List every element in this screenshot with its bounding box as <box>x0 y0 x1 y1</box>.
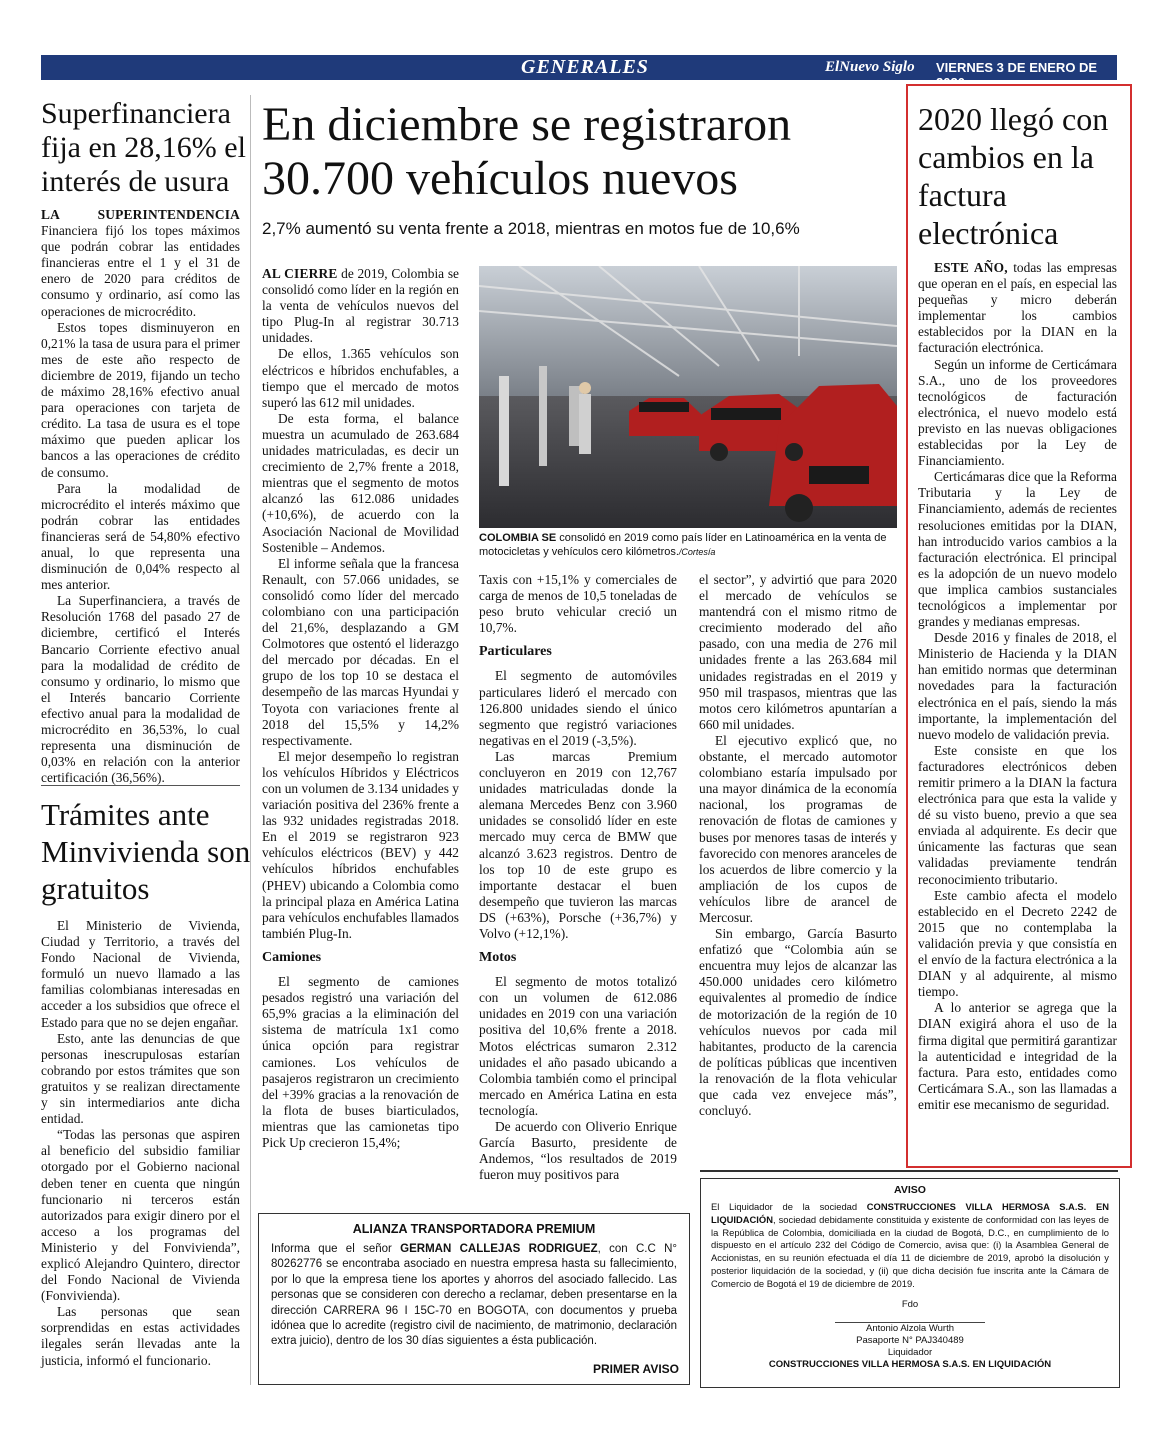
minvivienda-paragraph: Las personas que sean sorprendidas en estas actividades ilegales serán llevadas ante la justicia, informó el funcionario. <box>41 1304 240 1368</box>
main-paragraph: De ellos, 1.365 vehículos son eléctricos e híbridos enchufables, a tiempo que el mercado de motos superó las 612 mil unidades. <box>262 346 459 410</box>
factura-lead: ESTE AÑO, <box>934 260 1008 275</box>
column-divider <box>250 95 251 1385</box>
main-paragraph: El segmento de camiones pesados registró una variación del 65,9% gracias a la eliminación del sistema de matrícula 1x1 como única opción para registrar camiones. Los vehículos de pasajeros registraron un crecimiento del +39% gracias a la renovación de la flota de buses biarticulados, mientras que las camionetas tipo Pick Up crecieron 15,4%; <box>262 974 459 1150</box>
caption-lead: COLOMBIA SE <box>479 532 557 544</box>
main-paragraph: de 2019, Colombia se consolidó como líder en la región en la venta de vehículos nuevos del tipo Plug-In al registrar 30.713 unidades. <box>262 266 459 346</box>
aviso-ad-text: , sociedad debidamente constituida y existente de conformidad con las leyes de la República de Colombia, domiciliada en la ciudad de Bogotá, D.C., en cumplimiento de lo dispuesto en el artículo 232 del Código de Comercio, avisa que: (i) la Asamblea General de Accionistas, en su reunión efectuada el día 11 de diciembre de 2019, aprobó la disolución y posterior liquidación de la sociedad, y (ii) que dicha decisión fue inscrita ante la Cámara de Comercio de Bogotá el 19 de diciembre de 2019. <box>711 1213 1109 1289</box>
main-paragraph: El segmento de automóviles particulares lideró el mercado con 126.800 unidades siendo el único segmento que registró variaciones negativas en el 2019 (-3,5%). <box>479 668 677 748</box>
main-paragraph: Las marcas Premium concluyeron en 2019 con 12,767 unidades matriculadas donde la alemana Mercedes Benz con 3.960 unidades se consolidó líder en este mercado muy cerca de BMW que alcanzó 3.623 registros. Dentro de los top 10 de este grupo es importante destacar el buen desempeño que tuvieron las marcas DS (+63%), Porsche (+36,7%) y Volvo (+12,1%). <box>479 748 677 941</box>
header-bar <box>41 55 1155 90</box>
factura-paragraph: Según un informe de Certicámara S.A., uno de los proveedores tecnológicos de facturación electrónica, el nuevo modelo está previsto en las nuevas obligaciones establecidas por la Ley de Financiamiento. <box>918 356 1117 469</box>
aviso-ad-text: El Liquidador de la sociedad <box>711 1201 867 1212</box>
page-number: 19A <box>1118 56 1155 78</box>
minvivienda-paragraph: El Ministerio de Vivienda, Ciudad y Territorio, a través del Fondo Nacional de Vivienda, formuló un nuevo llamado a las familias colombianas interesadas en acceder a los subsidios que ofrece el Estado para que no se dejen engañar. <box>41 918 240 1030</box>
superfinanciera-lead: LA SUPERINTENDENCIA <box>41 207 240 222</box>
superfinanciera-paragraph: La Superfinanciera, a través de Resolución 1768 del pasado 27 de diciembre, certificó el Interés Bancario Corriente efectivo anual para la modalidad de crédito de consumo y ordinario, lo mismo que el Interés bancario Corriente efectivo anual para la modalidad de microcrédito en 36,53%, lo cual representa una disminución de 0,03% en relación con la anterior certificación (36,56%). <box>41 593 240 786</box>
main-paragraph: El ejecutivo explicó que, no obstante, el mercado automotor colombiano estaría impulsado por una mayor dinámica de la economía nacional, los programas de renovación de flotas de camiones y buses por menores tasas de interés y favorecido con menores aranceles de los acuerdos de libre comercio y la ampliación de los cupos de vehículos libre de arancel de Mercosur. <box>699 732 897 925</box>
section-divider <box>700 1170 1118 1172</box>
factura-article-body <box>918 260 1117 1113</box>
alianza-ad-name: GERMAN CALLEJAS RODRIGUEZ <box>400 1243 598 1255</box>
caption-text: consolidó en 2019 como país líder en Latinoamérica en la venta de motocicletas y vehículos cero kilómetros. <box>479 532 887 558</box>
aviso-company-footer: CONSTRUCCIONES VILLA HERMOSA S.A.S. EN LIQUIDACIÓN <box>768 1359 1052 1370</box>
superfinanciera-paragraph: Financiera fijó los topes máximos que podrán cobrar las entidades financieras entre el 1 y el 31 de enero de 2020 para créditos de consumo y ordinario, así como las operaciones de microcrédito. <box>41 223 240 319</box>
minvivienda-paragraph: “Todas las personas que aspiren al beneficio del subsidio familiar otorgado por el Gobierno nacional deben tener en cuenta que ningún funcionario ni terceros están autorizados para exigir dinero por el acceso a los programas del Ministerio y del Fonvivienda”, explicó Alejandro Quintero, director del Fondo Nacional de Vivienda (Fonvivienda). <box>41 1127 240 1304</box>
superfinanciera-paragraph: Para la modalidad de microcrédito el interés máximo que podrán cobrar las entidades financieras será de 54,80% efectivo anual, lo que representa una disminución de 0,04% respecto al mes anterior. <box>41 480 240 593</box>
factura-headline: 2020 llegó con cambios en la factura electrónica <box>918 101 1109 251</box>
main-paragraph: De acuerdo con Oliverio Enrique García Basurto, presidente de Andemos, “los resultados de 2019 fueron muy positivos para <box>479 1119 677 1183</box>
aviso-ad-title: AVISO <box>894 1184 926 1196</box>
alianza-transportadora-ad <box>258 1213 690 1385</box>
particulares-subheading: Particulares <box>479 644 552 660</box>
motos-subheading: Motos <box>479 950 517 966</box>
publication-date: VIERNES 3 DE ENERO DE 2020 <box>936 60 1098 90</box>
factura-paragraph: Este cambio afecta el modelo establecido en el Decreto 2242 de 2015 que no contemplaba la validación previa y que consistía en el envío de la factura electrónica a la DIAN y al adquirente, al mismo tiempo. <box>918 887 1117 1000</box>
superfinanciera-article-body <box>41 207 240 786</box>
main-paragraph: El informe señala que la francesa Renault, con 57.066 unidades, se consolidó como líder del mercado colombiano con una participación del 21,6%, desplazando a GM Colmotores que ostentó el liderazgo del mercado por décadas. En el grupo de los top 10 se destaca el desempeño de las marcas Hyundai y Toyota con variaciones frente al 2018 del 15,5% y 14,2% respectivamente. <box>262 555 459 748</box>
photo-caption <box>479 531 899 559</box>
main-subtitle: 2,7% aumentó su venta frente a 2018, mientras en motos fue de 10,6% <box>262 219 800 238</box>
alianza-ad-text: , con C.C N° 80262776 se encontraba asociado en nuestra empresa hasta su fallecimiento, por lo que la empresa tiene los aportes y ahorros del asociado fallecido. Las personas que se consideren con derecho a reclamar, deben presentarse en la dirección CARRERA 96 I 15C-70 en BOGOTA, con documentos y prueba idónea que lo acredite (registro civil de nacimiento, de matrimonio, declaración extra juicio), dentro de los 30 días siguientes a ésta publicación. <box>271 1243 678 1348</box>
alianza-ad-body <box>271 1242 677 1350</box>
main-headline: En diciembre se registraron 30.700 vehículos nuevos <box>262 98 792 205</box>
main-article-column-4 <box>699 572 897 1119</box>
alianza-ad-text: Informa que el señor <box>271 1243 401 1255</box>
aviso-signer-passport: Pasaporte N° PAJ340489 <box>856 1335 964 1346</box>
main-paragraph: Sin embargo, García Basurto enfatizó que “Colombia aún se encuentra muy lejos de alcanzar las 450.000 unidades cero kilómetro equivalentes al promedio de índice de motorización de la región de 10 vehículos nuevos por cada mil habitantes, producto de la carencia de políticas públicas que incentiven la renovación de la flota vehicular que cada vez envejece más”, concluyó. <box>699 926 897 1119</box>
minvivienda-headline: Trámites ante Minvivienda son gratuitos <box>41 797 251 906</box>
aviso-signature-prefix: Fdo <box>901 1299 919 1310</box>
main-paragraph: el sector”, y advirtió que para 2020 el mercado de vehículos se mantendrá con el mismo ritmo de crecimiento moderado del año pasado, con una media de 276 mil unidades frente a las 263.684 mil unidades registradas en el 2019 y 950 mil traspasos, mientras que las motos cero kilómetros apuntarían a 660 mil unidades. <box>699 572 897 732</box>
alianza-ad-footer: PRIMER AVISO <box>592 1362 679 1376</box>
factory-photo <box>479 266 897 528</box>
minvivienda-article-body <box>41 918 240 1369</box>
caption-credit: /Cortesía <box>678 547 716 557</box>
superfinanciera-headline: Superfinanciera fija en 28,16% el interés de usura <box>41 97 246 198</box>
factura-electronica-box <box>906 84 1132 1168</box>
factura-paragraph: Desde 2016 y finales de 2018, el Ministerio de Hacienda y la DIAN han emitido normas que determinan novedades para la facturación electrónica en el país, siendo la más importante, la implementación del nuevo modelo de validación previa. <box>918 630 1117 742</box>
camiones-subheading: Camiones <box>262 949 322 965</box>
factura-paragraph: A lo anterior se agrega que la DIAN exigirá ahora el uso de la firma digital que permitirá garantizar la autenticidad e integridad de la factura. Para esto, entidades como Certicámara S.A., son las llamadas a emitir ese mecanismo de seguridad. <box>918 1000 1117 1112</box>
factura-paragraph: Certicámaras dice que la Reforma Tributaria y la Ley de Financiamiento, además de recientes resoluciones emitidas por la DIAN, han introducido varios cambios a la facturación electrónica. El principal es la adopción de un nuevo modelo que implica cambios sustanciales tecnológicos a implementar por grandes y medianas empresas. <box>918 469 1117 630</box>
aviso-signer-block <box>701 1323 1119 1371</box>
section-label: GENERALES <box>521 56 649 78</box>
publication-name: ElNuevo Siglo <box>825 59 915 75</box>
alianza-ad-title: ALIANZA TRANSPORTADORA PREMIUM <box>352 1222 596 1236</box>
main-article-column-3 <box>479 572 677 1183</box>
main-paragraph: El mejor desempeño lo registran los vehículos Híbridos y Eléctricos con un volumen de 3.134 unidades y variación positiva del 236% frente a las 932 unidades registradas 2018. En el 2019 se registraron 923 vehículos eléctricos (BEV) y 442 vehículos híbridos enchufables (PHEV) ubicando a Colombia como la principal plaza en América Latina para vehículos enchufables llamados también Plug-In. <box>262 748 459 941</box>
superfinanciera-paragraph: Estos topes disminuyeron en 0,21% la tasa de usura para el primer mes de este año respecto de diciembre de 2019, fijando un techo de máximo 28,16% efectivo anual para operaciones con tarjeta de crédito. La tasa de usura es el tope máximo que pueden aplicar los bancos a las operaciones de crédito de consumo. <box>41 319 240 480</box>
factura-paragraph: todas las empresas que operan en el país, en especial las pequeñas y micro deberán implementar los cambios establecidos por la DIAN en la facturación electrónica. <box>918 260 1117 356</box>
minvivienda-paragraph: Esto, ante las denuncias de que personas inescrupulosas estarían cobrando por estos trámites que son gratuitos y se realizan directamente y sin intermediarios ante dicha entidad. <box>41 1030 240 1127</box>
aviso-signer-role: Liquidador <box>887 1347 933 1358</box>
factura-paragraph: Este consiste en que los facturadores electrónicos deben remitir primero a la DIAN la factura electrónica para que esta la valide y dé su visto bueno, previo a que sea enviada al adquirente. Es decir que únicamente las facturas que sean validadas previamente tendrán reconocimiento tributario. <box>918 742 1117 887</box>
main-lead: AL CIERRE <box>262 266 338 281</box>
main-paragraph: De esta forma, el balance muestra un acumulado de 263.684 unidades matriculadas, es decir un crecimiento de 2,7% frente a 2018, mientras que el segmento de motos alcanzó las 612.086 unidades (+10,6%), de acuerdo con la Asociación Nacional de Movilidad Sostenible – Andemos. <box>262 410 459 555</box>
assembly-line-illustration <box>479 266 897 528</box>
aviso-liquidacion-ad <box>700 1178 1120 1388</box>
main-paragraph: El segmento de motos totalizó con un volumen de 612.086 unidades en 2019 con una variación positiva del 10,6% frente a 2018. Motos eléctricas sumaron 2.312 unidades el año pasado ubicando a Colombia también como el principal mercado en América Latina en esta tecnología. <box>479 974 677 1118</box>
aviso-signer-name: Antonio Alzola Wurth <box>865 1323 954 1334</box>
main-paragraph: Taxis con +15,1% y comerciales de carga de menos de 10,5 toneladas de peso bruto vehicular creció un 10,7%. <box>479 572 677 636</box>
column-divider <box>41 785 240 786</box>
aviso-ad-company: CONSTRUCCIONES VILLA HERMOSA S.A.S. EN LIQUIDACIÓN <box>711 1201 1109 1225</box>
main-article-column-1 <box>262 266 459 1151</box>
aviso-ad-body <box>711 1201 1109 1291</box>
